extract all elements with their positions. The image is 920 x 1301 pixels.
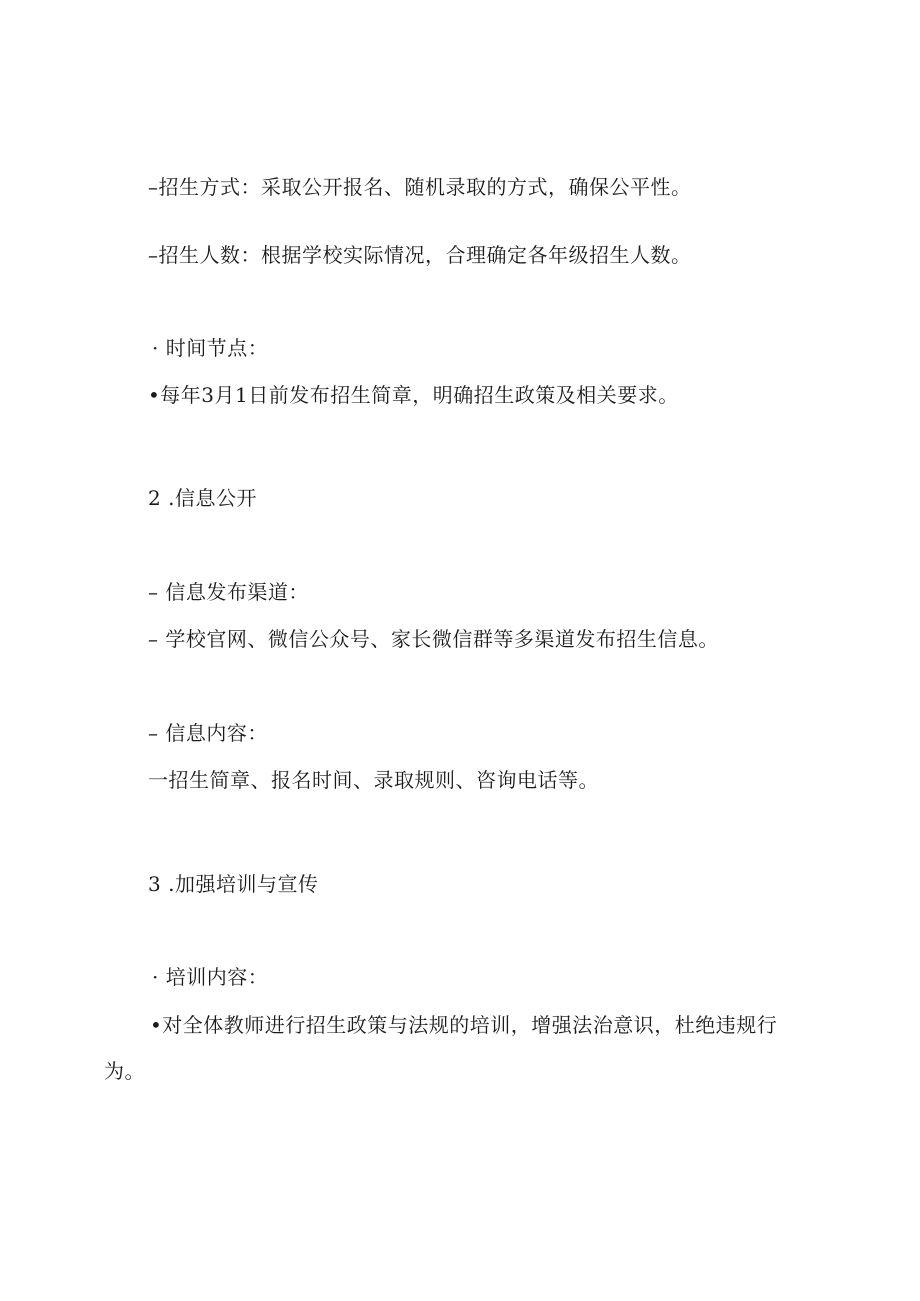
text-line-channels-detail: – 学校官网、微信公众号、家长微信群等多渠道发布招生信息。 [148,627,719,651]
section-heading-info-disclosure: 2 .信息公开 [148,486,257,510]
text-line-content-detail: 一招生简章、报名时间、录取规则、咨询电话等。 [148,768,599,792]
text-line-training-content: · 培训内容： [152,965,269,989]
text-line-teacher-training-cont: 为。 [104,1059,145,1083]
text-line-time-nodes: · 时间节点： [152,336,269,360]
text-line-info-content: – 信息内容： [148,721,268,745]
text-line-enrollment-method: –招生方式：采取公开报名、随机录取的方式，确保公平性。 [148,175,692,199]
section-heading-training-publicity: 3 .加强培训与宣传 [148,872,319,896]
text-line-release-channels: – 信息发布渠道： [148,580,309,604]
text-line-enrollment-number: –招生人数：根据学校实际情况，合理确定各年级招生人数。 [148,243,692,267]
text-line-teacher-training: •对全体教师进行招生政策与法规的培训，增强法治意识，杜绝违规行 [150,1013,778,1037]
text-line-annual-release: •每年3月1日前发布招生简章，明确招生政策及相关要求。 [148,383,679,407]
